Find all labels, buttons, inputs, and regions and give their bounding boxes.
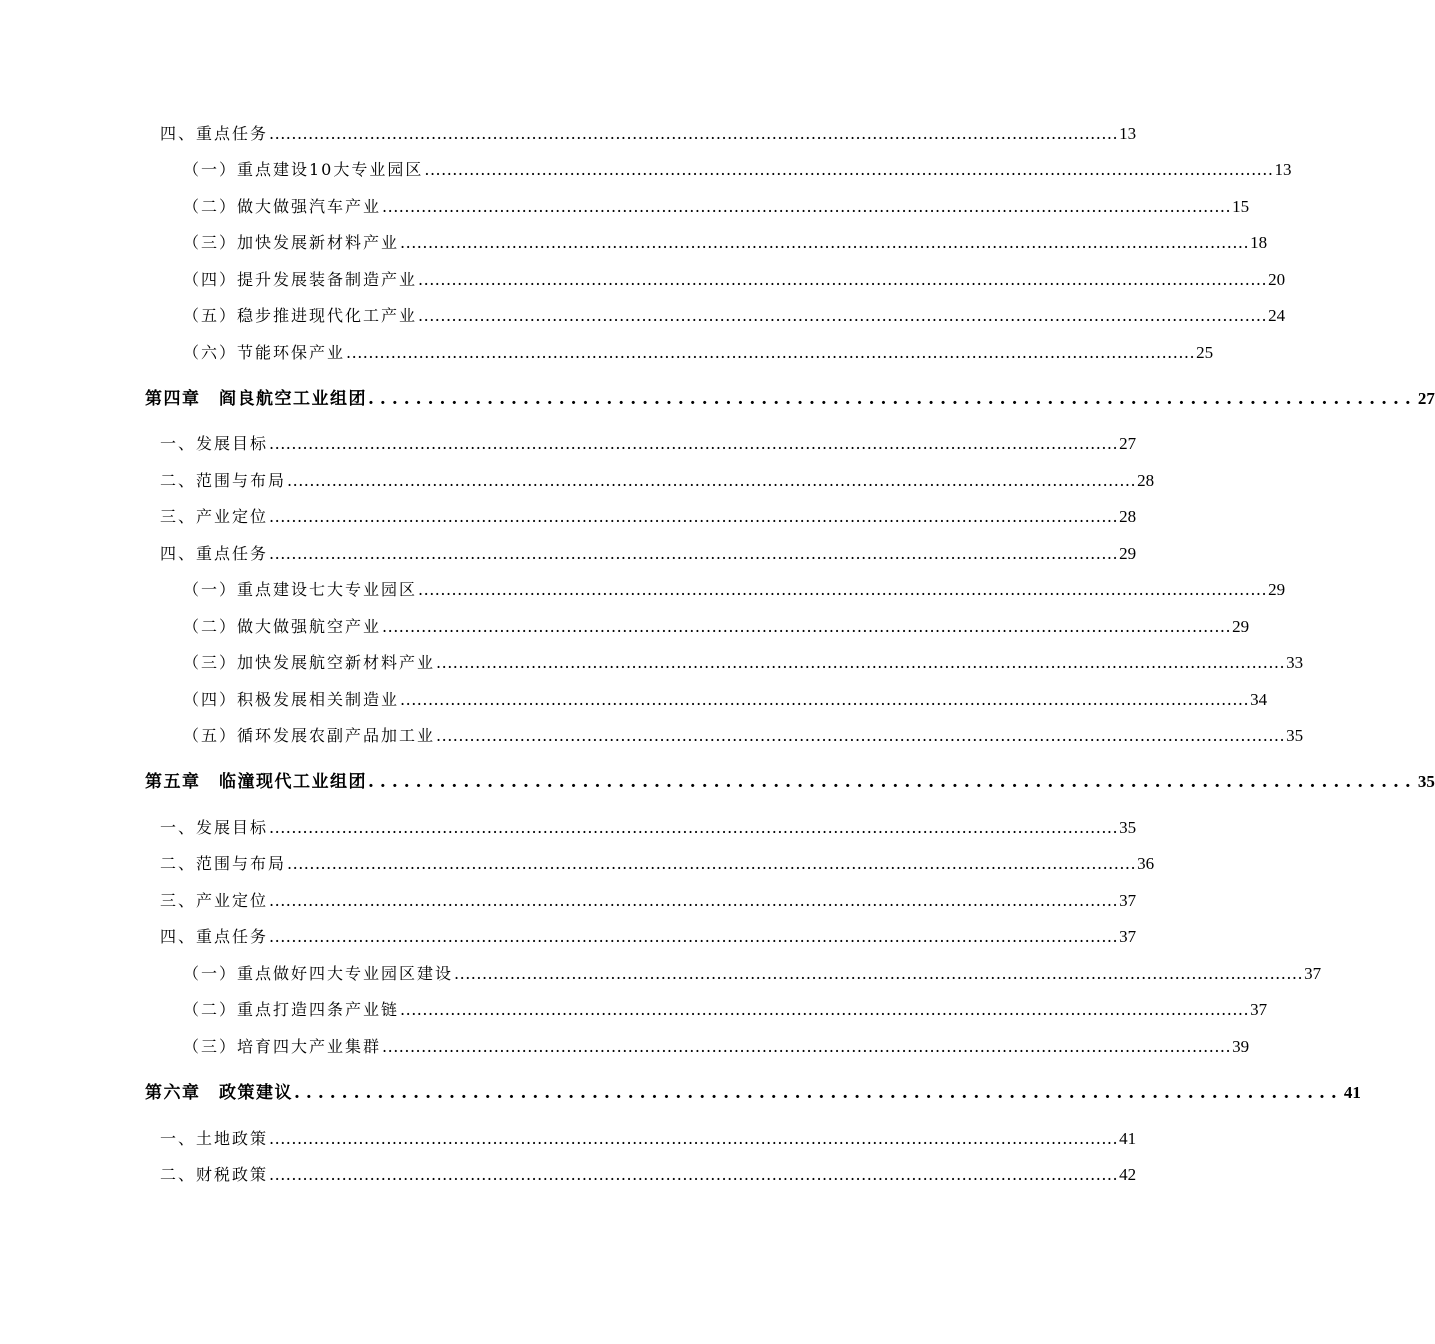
toc-page-number: 42 xyxy=(1119,1165,1137,1184)
toc-entry-title: 三、产业定位 xyxy=(160,507,269,526)
toc-page-number: 13 xyxy=(1119,124,1137,143)
dot-leader: ........................................................................................................................................................ xyxy=(400,690,1250,709)
dot-leader: ........................................................................................................................................................ xyxy=(269,507,1119,526)
toc-entry-title: （三）加快发展航空新材料产业 xyxy=(183,653,436,672)
toc-entry-title: 四、重点任务 xyxy=(160,124,269,143)
toc-entry[interactable] xyxy=(160,1159,1137,1185)
toc-page-number: 24 xyxy=(1268,306,1286,325)
toc-entry[interactable] xyxy=(183,337,1214,363)
toc-page-number: 37 xyxy=(1304,964,1322,983)
dot-leader: ........................................................................................................................................................ xyxy=(346,343,1196,362)
toc-entry-title: （三）培育四大产业集群 xyxy=(183,1037,382,1056)
toc-page-number: 39 xyxy=(1232,1037,1250,1056)
toc-entry[interactable] xyxy=(160,538,1137,564)
dot-leader: ........................................................................................................................................................ xyxy=(418,270,1268,289)
toc-chapter-entry[interactable] xyxy=(145,383,1435,409)
toc-entry-title: 二、范围与布局 xyxy=(160,471,287,490)
toc-entry-title: （一）重点建设10大专业园区 xyxy=(183,160,424,179)
toc-entry-title: （五）循环发展农副产品加工业 xyxy=(183,726,436,745)
toc-page-number: 28 xyxy=(1137,471,1155,490)
dot-leader: ........................................................................................................................................................ xyxy=(418,306,1268,325)
toc-page-number: 15 xyxy=(1232,197,1250,216)
toc-entry-title: 一、发展目标 xyxy=(160,818,269,837)
toc-entry[interactable] xyxy=(183,684,1268,710)
toc-chapter-title: 第四章 阎良航空工业组团 xyxy=(145,389,367,409)
toc-page-number: 29 xyxy=(1119,544,1137,563)
toc-entry[interactable] xyxy=(183,154,1292,180)
toc-page-number: 20 xyxy=(1268,270,1286,289)
toc-entry-title: 二、财税政策 xyxy=(160,1165,269,1184)
toc-chapter-entry[interactable] xyxy=(145,766,1435,792)
dot-leader: ........................................................................................................................................................ xyxy=(400,233,1250,252)
toc-page-number: 27 xyxy=(1417,389,1435,408)
toc-entry-title: 一、发展目标 xyxy=(160,434,269,453)
dot-leader: ........................................................................................................................................................ xyxy=(287,471,1137,490)
toc-chapter-title: 第五章 临潼现代工业组团 xyxy=(145,772,367,792)
toc-page-number: 41 xyxy=(1119,1129,1137,1148)
toc-entry-title: 四、重点任务 xyxy=(160,544,269,563)
dot-leader: ........................................................................................................................................................ xyxy=(269,434,1119,453)
toc-page-number: 35 xyxy=(1286,726,1304,745)
toc-entry[interactable] xyxy=(183,647,1304,673)
dot-leader: ........................................................................................................................................................ xyxy=(269,1165,1119,1184)
dot-leader: ........................................................................................................................................................ xyxy=(382,617,1232,636)
toc-entry-title: （一）重点建设七大专业园区 xyxy=(183,580,418,599)
toc-entry-title: （五）稳步推进现代化工产业 xyxy=(183,306,418,325)
dot-leader: ........................................................................................................................................................ xyxy=(269,927,1119,946)
dot-leader: ........................................................................................................................................................ xyxy=(400,1000,1250,1019)
toc-page-number: 27 xyxy=(1119,434,1137,453)
dot-leader: ........................................................................................................................................................ xyxy=(269,1129,1119,1148)
dot-leader: ........................................................................................................................................................ xyxy=(454,964,1304,983)
dot-leader: ........................................................................................................................................................ xyxy=(382,1037,1232,1056)
toc-page-number: 28 xyxy=(1119,507,1137,526)
toc-entry-title: （六）节能环保产业 xyxy=(183,343,346,362)
toc-entry[interactable] xyxy=(160,428,1137,454)
dot-leader: ........................................................................................................................................................ xyxy=(418,580,1268,599)
toc-entry[interactable] xyxy=(183,1031,1250,1057)
toc-entry[interactable] xyxy=(160,118,1137,144)
dot-leader: ........................................................................................................................................................ xyxy=(436,653,1286,672)
toc-entry[interactable] xyxy=(160,921,1137,947)
toc-entry-title: （二）做大做强汽车产业 xyxy=(183,197,382,216)
toc-page-number: 29 xyxy=(1232,617,1250,636)
toc-entry[interactable] xyxy=(160,848,1155,874)
dot-leader: ........................................................................................ xyxy=(368,772,1417,792)
toc-entry-title: （四）提升发展装备制造产业 xyxy=(183,270,418,289)
toc-entry[interactable] xyxy=(183,574,1286,600)
toc-page-number: 35 xyxy=(1417,772,1435,791)
dot-leader: ........................................................................................................................................................ xyxy=(269,818,1119,837)
toc-entry[interactable] xyxy=(160,812,1137,838)
toc-page-number: 29 xyxy=(1268,580,1286,599)
toc-page-number: 41 xyxy=(1343,1083,1361,1102)
toc-page-number: 37 xyxy=(1119,927,1137,946)
toc-entry[interactable] xyxy=(183,720,1304,746)
toc-entry[interactable] xyxy=(183,227,1268,253)
toc-entry[interactable] xyxy=(183,958,1322,984)
toc-entry[interactable] xyxy=(183,300,1286,326)
dot-leader: ........................................................................................................................................................ xyxy=(269,544,1119,563)
dot-leader: ........................................................................................................................................................ xyxy=(382,197,1232,216)
dot-leader: ........................................................................................................................................................ xyxy=(436,726,1286,745)
dot-leader: ........................................................................................ xyxy=(368,389,1417,409)
toc-entry[interactable] xyxy=(160,885,1137,911)
dot-leader: ........................................................................................................................................................ xyxy=(424,160,1274,179)
toc-page-number: 34 xyxy=(1250,690,1268,709)
toc-entry[interactable] xyxy=(183,191,1250,217)
toc-entry-title: （四）积极发展相关制造业 xyxy=(183,690,400,709)
dot-leader: ........................................................................................................................................................ xyxy=(287,854,1137,873)
toc-entry-title: 二、范围与布局 xyxy=(160,854,287,873)
toc-page-number: 18 xyxy=(1250,233,1268,252)
toc-chapter-title: 第六章 政策建议 xyxy=(145,1083,293,1103)
toc-entry-title: （一）重点做好四大专业园区建设 xyxy=(183,964,454,983)
toc-entry[interactable] xyxy=(183,264,1286,290)
toc-entry[interactable] xyxy=(160,501,1137,527)
toc-page-number: 35 xyxy=(1119,818,1137,837)
dot-leader: ........................................................................................................................................................ xyxy=(269,891,1119,910)
toc-page-number: 13 xyxy=(1274,160,1292,179)
toc-entry[interactable] xyxy=(183,994,1268,1020)
toc-entry[interactable] xyxy=(160,1123,1137,1149)
toc-page-number: 36 xyxy=(1137,854,1155,873)
toc-page-number: 25 xyxy=(1196,343,1214,362)
toc-page-number: 33 xyxy=(1286,653,1304,672)
toc-entry[interactable] xyxy=(183,611,1250,637)
toc-entry-title: 三、产业定位 xyxy=(160,891,269,910)
toc-entry-title: 一、土地政策 xyxy=(160,1129,269,1148)
toc-entry-title: 四、重点任务 xyxy=(160,927,269,946)
toc-chapter-entry[interactable] xyxy=(145,1077,1361,1103)
dot-leader: ........................................................................................ xyxy=(294,1083,1343,1103)
dot-leader: ........................................................................................................................................................ xyxy=(269,124,1119,143)
toc-page-number: 37 xyxy=(1119,891,1137,910)
toc-entry-title: （二）做大做强航空产业 xyxy=(183,617,382,636)
toc-entry[interactable] xyxy=(160,465,1155,491)
toc-entry-title: （三）加快发展新材料产业 xyxy=(183,233,400,252)
toc-page-number: 37 xyxy=(1250,1000,1268,1019)
toc-entry-title: （二）重点打造四条产业链 xyxy=(183,1000,400,1019)
